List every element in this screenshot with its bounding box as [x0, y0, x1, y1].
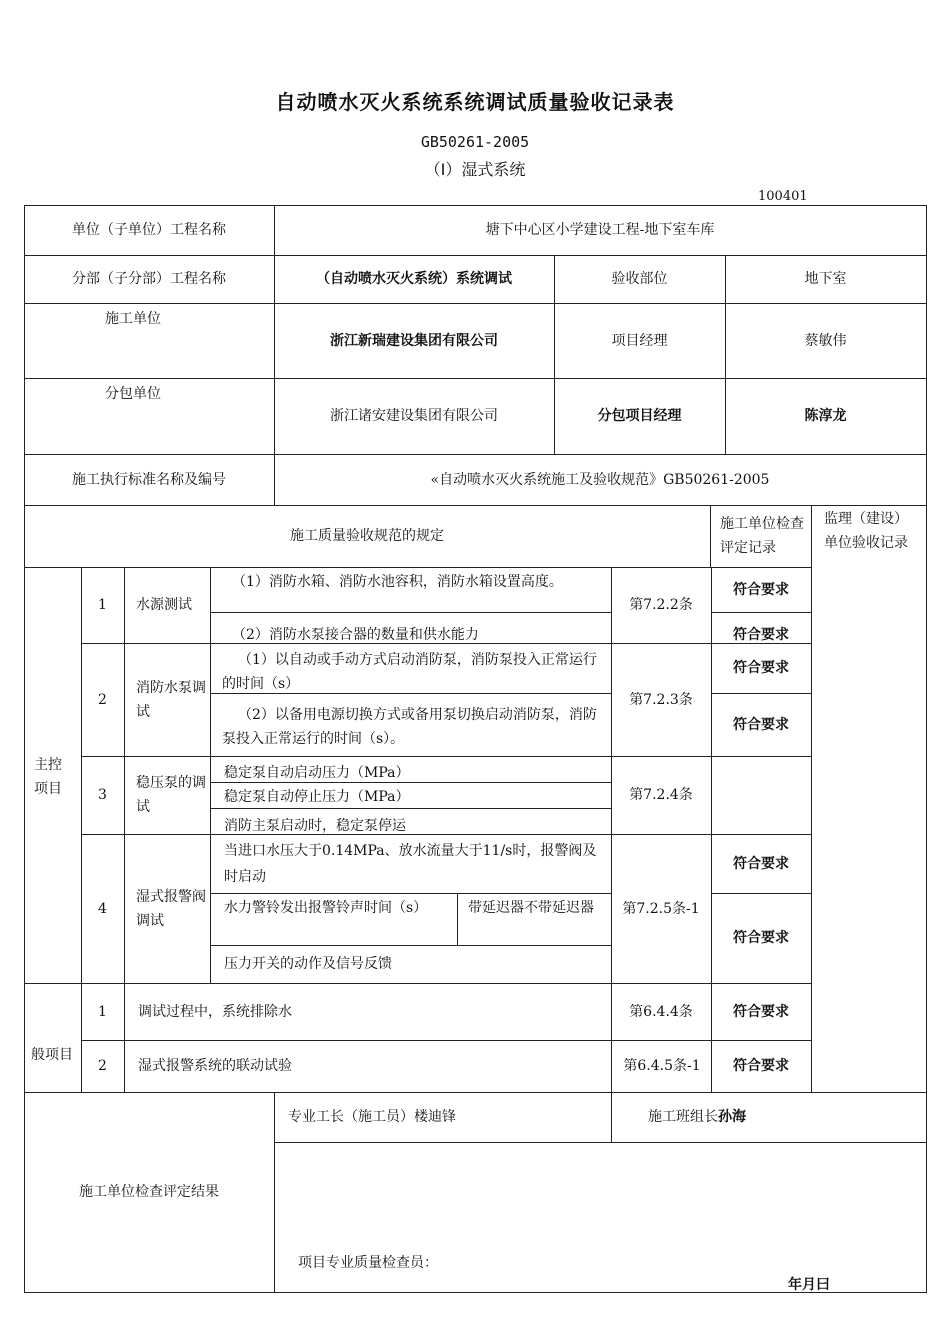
item-name: 湿式报警阀调试: [136, 888, 206, 929]
team-leader-name: 孙海: [718, 1109, 746, 1125]
check-result: 符合要求: [733, 855, 789, 872]
sub-pm-value: 陈淳龙: [804, 408, 847, 424]
clause: 第6.4.5条-1: [623, 1058, 701, 1074]
item-no: 2: [98, 691, 107, 708]
col-contractor-check: 施工单位检查评定记录: [720, 516, 804, 556]
exec-std-label: 施工执行标准名称及编号: [72, 471, 226, 488]
item-no: 3: [98, 787, 107, 803]
sub-item: （1）消防水箱、消防水池容积，消防水箱设置高度。: [232, 574, 563, 590]
exec-std-value: «自动喷水灭火系统施工及验收规范》GB50261-2005: [430, 471, 770, 488]
clause: 第7.2.4条: [629, 787, 693, 803]
item-name: 调试过程中，系统排除水: [138, 1003, 292, 1020]
sub-project-value: （自动喷水灭火系统）系统调试: [316, 271, 512, 287]
sub-project-label: 分部（子分部）工程名称: [72, 271, 226, 287]
acceptance-part-label: 验收部位: [611, 271, 668, 287]
check-result: 符合要求: [733, 627, 789, 643]
item-name: 湿式报警系统的联动试验: [138, 1058, 292, 1074]
check-result: 符合要求: [733, 930, 789, 946]
item-name: 消防水泵调试: [136, 679, 206, 720]
result-label: 施工单位检查评定结果: [79, 1184, 219, 1200]
sub-item: 带延迟器不带延迟器: [468, 900, 594, 916]
item-name: 水源测试: [136, 597, 192, 613]
check-result: 符合要求: [733, 1058, 789, 1074]
check-result: 符合要求: [733, 660, 789, 676]
contractor-label: 施工单位: [105, 311, 161, 327]
sub-item: 水力警铃发出报警铃声时间（s）: [224, 900, 428, 916]
sub-item: （1）以自动或手动方式启动消防泵，消防泵投入正常运行的时间（s）: [222, 652, 597, 692]
sub-item: 稳定泵自动停止压力（MPa）: [224, 789, 410, 805]
sub-item: （2）以备用电源切换方式或备用泵切换启动消防泵，消防泵投入正常运行的时间（s）。: [222, 707, 597, 747]
item-name: 稳压泵的调试: [136, 775, 206, 815]
item-no: 4: [98, 900, 107, 917]
team-leader: [648, 1092, 918, 1142]
clause: 第7.2.2条: [629, 597, 693, 613]
main-control-label: 主控项目: [34, 757, 62, 797]
item-no: 1: [98, 597, 107, 613]
contractor-value: 浙江新瑞建设集团有限公司: [330, 332, 498, 349]
team-leader-label: 施工班组长: [648, 1109, 718, 1125]
sub-item: （2）消防水泵接合器的数量和供水能力: [232, 627, 479, 643]
foreman: 专业工长（施工员）楼迪锋: [288, 1109, 456, 1125]
form-number: 100401: [758, 189, 808, 204]
subcontractor-value: 浙江诸安建设集团有限公司: [330, 408, 498, 424]
pm-value: 蔡敏伟: [804, 332, 847, 349]
sub-item: 消防主泵启动时，稳定泵停运: [224, 818, 406, 834]
unit-project-value: 塘下中心区小学建设工程-地下室车库: [485, 222, 715, 238]
acceptance-part-value: 地下室: [804, 271, 847, 287]
check-result: 符合要求: [733, 1003, 789, 1020]
unit-project-label: 单位（子单位）工程名称: [72, 222, 226, 238]
date: 年月曰: [788, 1277, 830, 1293]
page-title: 自动喷水灭火系统系统调试质量验收记录表: [275, 90, 675, 114]
sub-item: 当进口水压大于0.14MPa、放水流量大于11/s时，报警阀及时启动: [224, 843, 597, 885]
clause: 第7.2.3条: [629, 691, 693, 708]
item-no: 1: [98, 1003, 107, 1020]
sub-item: 稳定泵自动启动压力（MPa）: [224, 765, 410, 781]
col-supervisor-record: 监理（建设）单位验收记录: [824, 511, 908, 551]
sub-item: 压力开关的动作及信号反馈: [224, 956, 392, 972]
item-no: 2: [98, 1058, 107, 1074]
check-result: 符合要求: [733, 716, 789, 733]
clause: 第7.2.5条-1: [622, 900, 700, 917]
check-result: 符合要求: [733, 581, 789, 598]
standard-code: GB50261-2005: [420, 133, 530, 151]
col-spec: 施工质量验收规范的规定: [290, 528, 444, 544]
pm-label: 项目经理: [611, 332, 668, 349]
subcontractor-label: 分包单位: [105, 386, 161, 402]
clause: 第6.4.4条: [629, 1003, 693, 1020]
sub-pm-label: 分包项目经理: [597, 408, 682, 424]
general-label: 般项目: [31, 1047, 73, 1063]
system-type: （Ⅰ）湿式系统: [424, 160, 526, 179]
quality-inspector: 项目专业质量检查员：: [298, 1255, 438, 1271]
